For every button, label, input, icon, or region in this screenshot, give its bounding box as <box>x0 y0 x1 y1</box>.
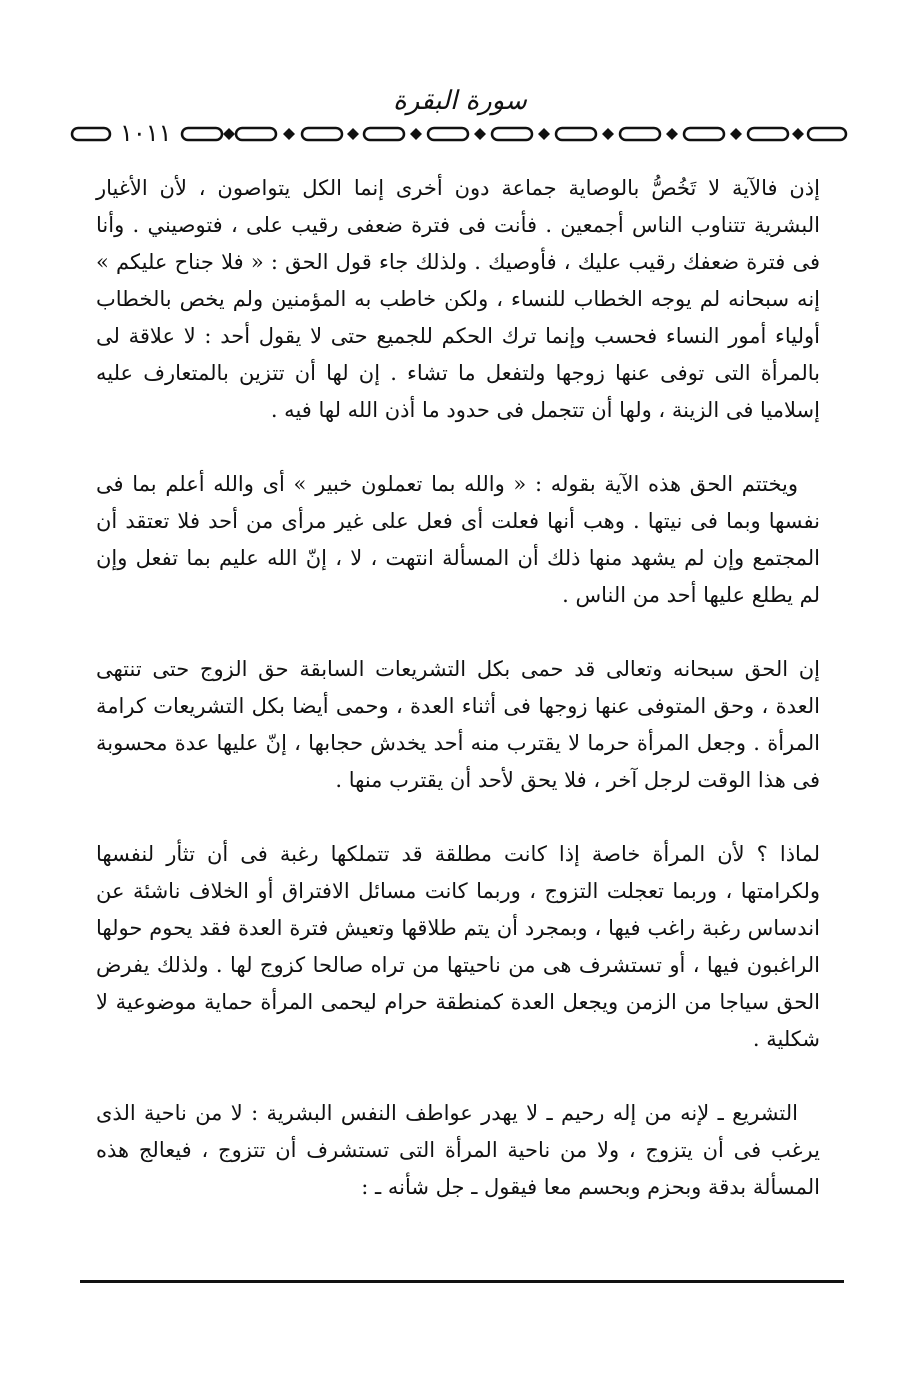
surah-title: سورة البقرة <box>393 86 527 116</box>
body-text <box>96 170 820 1243</box>
ornamental-border <box>70 124 850 144</box>
paragraph: ويختتم الحق هذه الآية بقوله : « والله بما تعملون خبير » أى والله أعلم بما فى نفسها وبما فى نيتها . وهب أنها فعلت أى فعل على غير مرأى من أحد فلا تعتقد أن المجتمع وإن لم يشهد منها ذلك أن المسألة انتهت ، لا ، إنّ الله عليم بما تفعل وإن لم يطلع عليها أحد من الناس . <box>96 472 820 607</box>
paragraph: إن الحق سبحانه وتعالى قد حمى بكل التشريعات السابقة حق الزوج حتى تنتهى العدة ، وحق المتوفى عنها زوجها فى أثناء العدة ، وحمى أيضا بكل التشريعات كرامة المرأة . وجعل المرأة حرما لا يقترب منه أحد يخدش حجابها ، إنّ عليها عدة محسوبة فى هذا الوقت لرجل آخر ، فلا يحق لأحد أن يقترب منها . <box>96 657 820 792</box>
page-header <box>70 80 850 150</box>
paragraph: لماذا ؟ لأن المرأة خاصة إذا كانت مطلقة قد تتملكها رغبة فى أن تثأر لنفسها ولكرامتها ، وربما تعجلت التزوج ، وربما كانت مسائل الافتراق أو الخلاف ناشئة عن اندساس رغبة راغب فيها ، وبمجرد أن يتم طلاقها وتعيش فترة العدة فقد يحوم حولها الراغبون فيها ، أو تستشرف هى من ناحيتها من تراه صالحا كزوج لها . ولذلك يفرض الحق سياجا من الزمن ويجعل العدة كمنطقة حرام ليحمى المرأة حماية موضوعية لا شكلية . <box>96 842 820 1051</box>
footer-rule <box>80 1280 844 1283</box>
paragraph: إذن فالآية لا تَخُصُّ بالوصاية جماعة دون أخرى إنما الكل يتواصون ، لأن الأغيار البشرية تتناوب الناس أجمعين . فأنت فى فترة ضعفى رقيب على ، فتوصيني . وأنا فى فترة ضعفك رقيب عليك ، فأوصيك . ولذلك جاء قول الحق : « فلا جناح عليكم » إنه سبحانه لم يوجه الخطاب للنساء ، ولكن خاطب به المؤمنين ولم يخص بالخطاب أولياء أمور النساء فحسب وإنما ترك الحكم للجميع حتى لا يقول أحد : لا علاقة لى بالمرأة التى توفى عنها زوجها ولتفعل ما تشاء . إن لها أن تتزين بالمتعارف عليه إسلاميا فى الزينة ، ولها أن تتجمل فى حدود ما أذن الله لها فيه . <box>96 176 820 422</box>
page-number: ١٠١١ <box>114 118 178 148</box>
paragraph: التشريع ـ لإنه من إله رحيم ـ لا يهدر عواطف النفس البشرية : لا من ناحية الذى يرغب فى أن يتزوج ، ولا من ناحية المرأة التى تستشرف أن تتزوج ، فيعالج هذه المسألة بدقة وبحزم وبحسم معا فيقول ـ جل شأنه ـ : <box>96 1101 820 1199</box>
